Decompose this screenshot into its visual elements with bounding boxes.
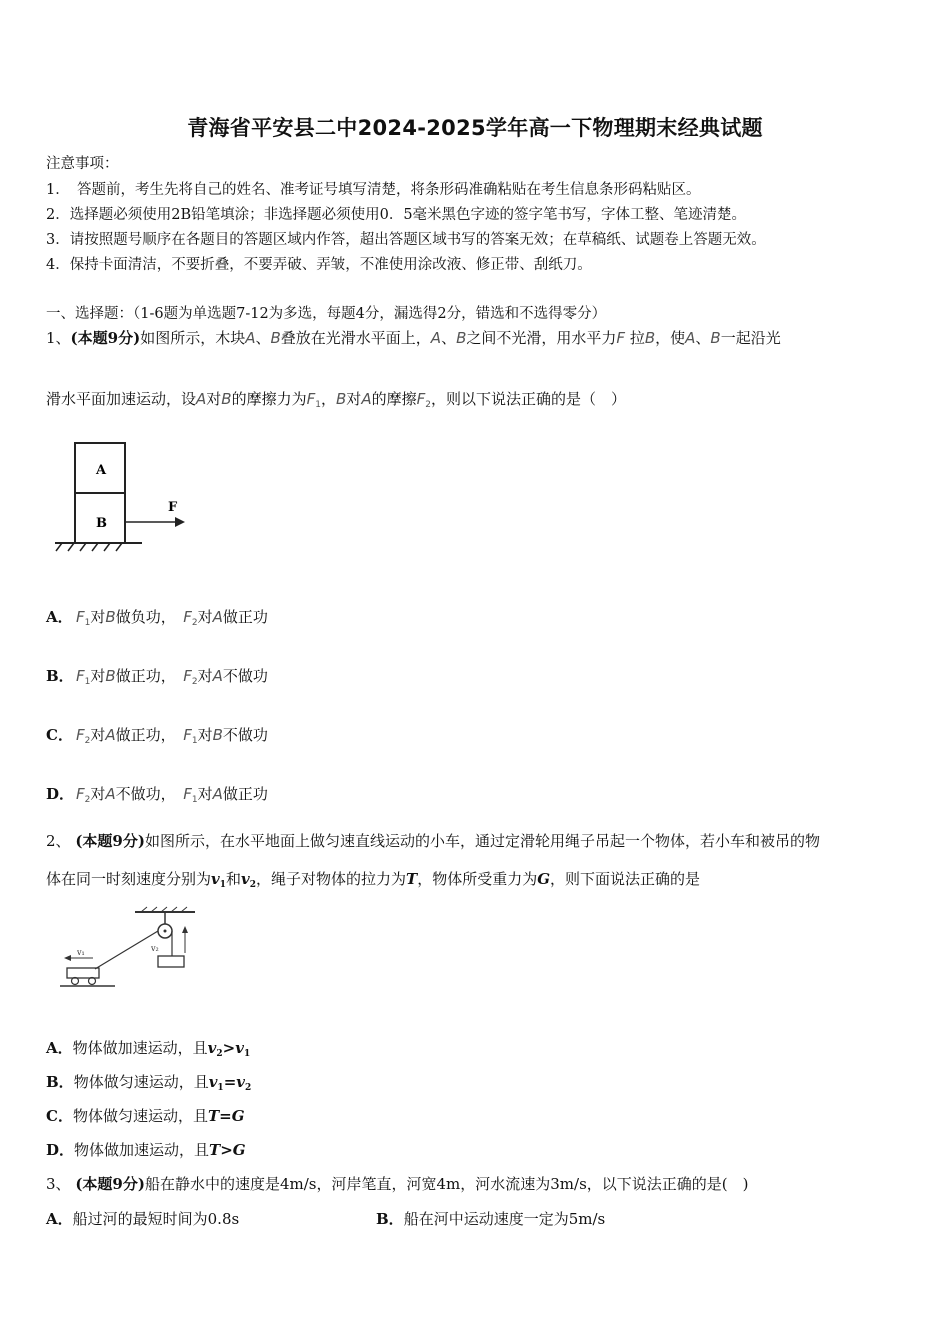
q2-option-c[interactable]: C．物体做匀速运动，且T=G <box>46 1107 245 1125</box>
block-a-label: A <box>96 463 107 478</box>
force-label: F <box>168 500 178 515</box>
q1-option-d[interactable]: D． $F_2$对A不做功， $F_1$对A做正功 <box>46 785 268 805</box>
notice-item: 3．请按照题号顺序在各题目的答题区域内作答，超出答题区域书写的答案无效；在草稿纸、试题卷上答题无效。 <box>46 232 766 248</box>
q2-option-a[interactable]: A．物体做加速运动，且$v_2>v_1$ <box>46 1039 251 1059</box>
q1-option-b[interactable]: B． $F_1$对B做正功， $F_2$对A不做功 <box>46 667 268 687</box>
notice-item: 4．保持卡面清洁，不要折叠，不要弄破、弄皱，不准使用涂改液、修正带、刮纸刀。 <box>46 257 592 273</box>
blocks-diagram <box>50 438 200 558</box>
notice-item: 2．选择题必须使用2B铅笔填涂；非选择题必须使用0．5毫米黑色字迹的签字笔书写，字体工整、笔迹清楚。 <box>46 207 747 223</box>
v1-label: v₁ <box>77 948 85 957</box>
notice-item: 1． 答题前，考生先将自己的姓名、准考证号填写清楚，将条形码准确粘贴在考生信息条形码粘贴区。 <box>46 182 701 198</box>
arrow-left-icon <box>64 955 71 961</box>
q3-stem: 3、 (本题9分)船在静水中的速度是4m/s，河岸笔直，河宽4m，河水流速为3m/s，以下说法正确的是( ) <box>46 1175 749 1193</box>
q1-option-c[interactable]: C． $F_2$对A做正功， $F_1$对B不做功 <box>46 726 268 746</box>
section-heading: 一、选择题：（1-6题为单选题7-12为多选，每题4分，漏选得2分，错选和不选得零分） <box>46 306 607 322</box>
q2-line-2: 体在同一时刻速度分别为$v_1$和$v_2$，绳子对物体的拉力为T，物体所受重力为G，则下面说法正确的是 <box>46 870 701 890</box>
v2-label: v₂ <box>151 944 159 953</box>
q2-option-b[interactable]: B．物体做匀速运动，且$v_1=v_2$ <box>46 1073 252 1093</box>
block-b-label: B <box>96 516 107 531</box>
ground-hatch <box>56 543 122 551</box>
q2-option-d[interactable]: D．物体做加速运动，且T>G <box>46 1141 246 1159</box>
arrow-head-icon <box>175 517 185 527</box>
q1-option-a[interactable]: A． $F_1$对B做负功， $F_2$对A做正功 <box>46 608 268 628</box>
q2-line-1: 2、 (本题9分)如图所示，在水平地面上做匀速直线运动的小车，通过定滑轮用绳子吊起一个物体，若小车和被吊的物 <box>46 832 820 850</box>
q1-line-1: 1、(本题9分)如图所示，木块A、B叠放在光滑水平面上，A、B之间不光滑，用水平力F 拉B，使A、B一起沿光 <box>46 329 781 347</box>
hanging-block <box>158 956 184 967</box>
q3-option-a[interactable]: A．船过河的最短时间为0.8s <box>46 1210 240 1228</box>
q1-line-2: 滑水平面加速运动，设A对B的摩擦力为$F_1$，B对A的摩擦$F_2$，则以下说法正确的是（ ） <box>46 390 626 410</box>
rope-slant <box>95 931 158 969</box>
page-title: 青海省平安县二中2024-2025学年高一下物理期末经典试题 <box>187 116 763 140</box>
q3-option-b[interactable]: B．船在河中运动速度一定为5m/s <box>376 1210 606 1228</box>
notice-heading: 注意事项： <box>46 156 119 172</box>
arrow-up-icon <box>182 926 188 933</box>
pulley-diagram <box>55 906 200 996</box>
cart <box>67 968 99 978</box>
